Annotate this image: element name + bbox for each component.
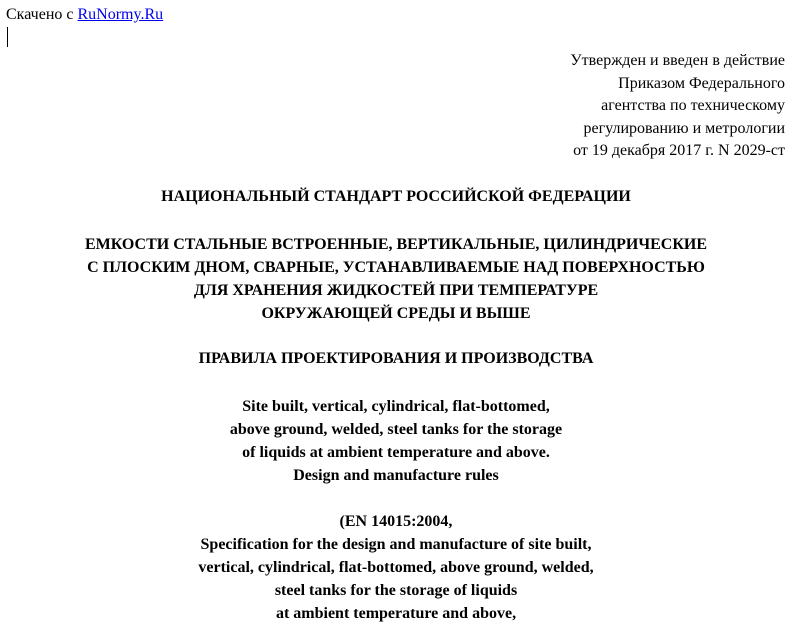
product-title-line: ОКРУЖАЮЩЕЙ СРЕДЫ И ВЫШЕ [261,305,531,322]
product-title [0,233,792,325]
en-reference-line: Specification for the design and manufacture of site built, [200,536,592,553]
en-reference-line: vertical, cylindrical, flat-bottomed, above ground, welded, [198,559,594,576]
product-title-line: С ПЛОСКИМ ДНОМ, СВАРНЫЕ, УСТАНАВЛИВАЕМЫЕ НАД ПОВЕРХНОСТЬЮ [87,259,705,276]
product-title-line: ДЛЯ ХРАНЕНИЯ ЖИДКОСТЕЙ ПРИ ТЕМПЕРАТУРЕ [193,282,599,299]
source-link[interactable]: RuNormy.Ru [77,6,164,23]
en-reference-line: (EN 14015:2004, [339,513,453,530]
english-title-line: Design and manufacture rules [293,467,499,484]
product-title-line: ЕМКОСТИ СТАЛЬНЫЕ ВСТРОЕННЫЕ, ВЕРТИКАЛЬНЫЕ, ЦИЛИНДРИЧЕСКИЕ [84,236,708,253]
text-cursor [7,27,8,47]
approval-line: Приказом Федерального [618,74,785,92]
source-prefix: Скачено с [6,6,78,23]
approval-line: от 19 декабря 2017 г. N 2029-ст [573,142,785,159]
rules-title [0,348,792,370]
english-title [0,395,792,487]
source-line [6,5,163,25]
rules-title-text: ПРАВИЛА ПРОЕКТИРОВАНИЯ И ПРОИЗВОДСТВА [198,350,594,367]
national-standard-text: НАЦИОНАЛЬНЫЙ СТАНДАРТ РОССИЙСКОЙ ФЕДЕРАЦИИ [161,188,631,205]
approval-line: регулированию и метрологии [583,119,785,137]
en-reference-line: at ambient temperature and above, [275,605,517,622]
national-standard-heading [0,186,792,208]
english-title-line: Site built, vertical, cylindrical, flat-bottomed, [242,398,550,415]
approval-line: агентства по техническому [601,97,785,114]
english-title-line: above ground, welded, steel tanks for the storage [229,421,563,438]
approval-line: Утвержден и введен в действие [570,52,785,69]
approval-block [570,50,785,163]
en-reference-line: steel tanks for the storage of liquids [274,582,518,599]
en-reference [0,510,792,625]
english-title-line: of liquids at ambient temperature and above. [242,444,550,461]
